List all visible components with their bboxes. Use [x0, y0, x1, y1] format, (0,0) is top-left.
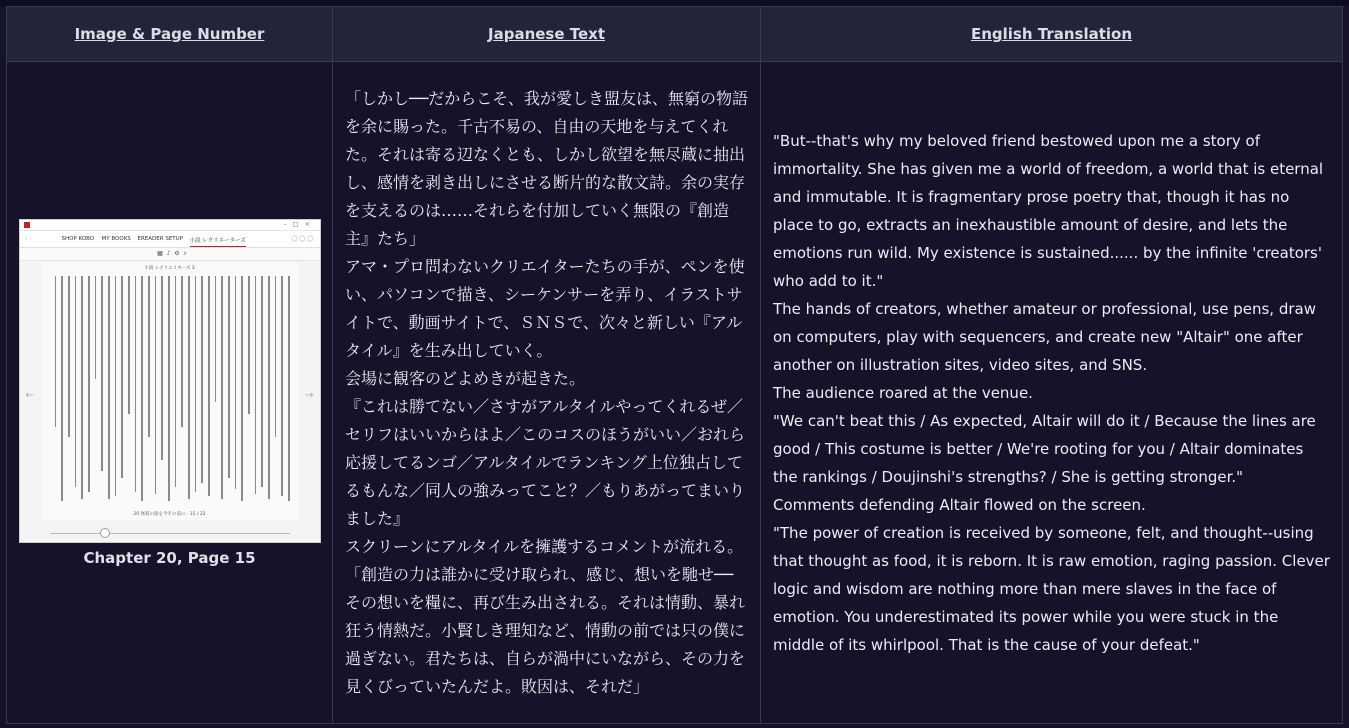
vertical-text-line — [241, 276, 242, 501]
page-slider — [50, 533, 290, 534]
vertical-text-line — [108, 276, 109, 499]
header-image-page[interactable]: Image & Page Number — [7, 7, 333, 62]
vertical-text-line — [221, 276, 222, 499]
vertical-text-line — [275, 276, 276, 437]
back-arrow-icon: ‹ › — [25, 235, 32, 242]
header-japanese-text[interactable]: Japanese Text — [333, 7, 761, 62]
vertical-text-line — [201, 276, 202, 483]
en-paragraph: "The power of creation is received by someone, felt, and thought--using that thought as food, it is reborn. It is raw emotion, raging passion. Clever logic and wisdom are nothing more than mere slaves in the face of emotion. You underestimated its power while you were stuck in the middle of its whirlpool. That is the cause of your defeat." — [773, 523, 1330, 654]
vertical-text-line — [195, 276, 196, 492]
nav-ereader-setup: EREADER SETUP — [137, 235, 183, 242]
vertical-text-line — [95, 276, 96, 380]
vertical-text-line — [208, 276, 209, 497]
vertical-text-line — [121, 276, 122, 478]
jp-paragraph: 「しかし──だからこそ、我が愛しき盟友は、無窮の物語を余に賜った。千古不易の、自由の天地を与えてくれた。それは寄る辺なくとも、しかし欲望を無尽蔵に抽出し、感情を剥き出しにさせる断片的な散文詩。余の実存を支えるのは……それらを付加していく無限の『創造主』たち」 — [345, 88, 748, 248]
nav-shop: SHOP KOBO — [61, 235, 95, 242]
vertical-text-line — [175, 276, 176, 488]
reader-page — [42, 262, 298, 520]
reader-toolbar: ▦ ♪ ⚙ ⌕ — [20, 248, 320, 261]
en-paragraph: The audience roared at the venue. — [773, 383, 1033, 402]
window-controls-icon: –□× — [283, 220, 316, 228]
translation-table — [6, 6, 1343, 724]
prev-page-icon: ← — [25, 389, 34, 401]
vertical-text-line — [88, 276, 89, 492]
vertical-text-line — [128, 276, 129, 414]
vertical-text-line — [261, 276, 262, 488]
page-slider-knob — [100, 528, 110, 538]
vertical-text-line — [68, 276, 69, 437]
reader-page-header: 小説 レクリエイターズ 3 — [144, 265, 195, 271]
vertical-text-line — [281, 276, 282, 497]
jp-paragraph: 「創造の力は誰かに受け取られ、感じ、想いを馳せ──その想いを糧に、再び生み出される。それは情動、暴れ狂う情熱だ。小賢しき理知など、情動の前では只の僕に過ぎない。君たちは、自らが渦中にいながら、その力を見くびっていたんだよ。敗因は、それだ」 — [345, 564, 746, 696]
nav-my-books: MY BOOKS — [101, 235, 131, 242]
jp-paragraph: 『これは勝てない／さすがアルタイルやってくれるぜ／セリフはいいからはよ／このコスのほうがいい／おれら応援してるンゴ／アルタイルでランキング上位独占してるもんな／同人の強みってこと？／もりあがってまいりました』 — [345, 396, 746, 528]
vertical-text-line — [55, 276, 56, 428]
vertical-text-line — [248, 276, 249, 414]
page-caption: Chapter 20, Page 15 — [83, 548, 256, 567]
vertical-text-line — [115, 276, 116, 497]
en-paragraph: The hands of creators, whether amateur or professional, use pens, draw on computers, play with sequencers, and create new "Altair" one after another on illustration sites, video sites, and SNS. — [773, 299, 1316, 374]
vertical-text-line — [268, 276, 269, 499]
next-page-icon: → — [305, 389, 314, 401]
reader-status-icons: ◯ ◯ ◯ — [291, 235, 314, 242]
vertical-text-line — [135, 276, 136, 492]
vertical-text-line — [148, 276, 149, 437]
english-text-cell — [761, 62, 1343, 724]
en-paragraph: "But--that's why my beloved friend bestowed upon me a story of immortality. She has given me a world of freedom, a world that is eternal and immutable. It is fragmentary prose poetry that, though it has no place to go, extracts an inexhaustible amount of desire, and lets the emotions run wild. My existence is sustained...... by the infinite 'creators' who add to it." — [773, 131, 1324, 290]
vertical-text-line — [188, 276, 189, 499]
vertical-text-line — [168, 276, 169, 501]
vertical-text-line — [181, 276, 182, 428]
header-row — [7, 7, 1343, 62]
vertical-text-line — [288, 276, 289, 501]
vertical-text-line — [215, 276, 216, 403]
vertical-text-line — [75, 276, 76, 488]
reader-titlebar — [20, 220, 320, 231]
page-screenshot-thumbnail[interactable] — [19, 219, 321, 543]
vertical-text-lines — [50, 276, 290, 506]
vertical-text-line — [235, 276, 236, 490]
reader-nav — [20, 231, 320, 248]
jp-paragraph: スクリーンにアルタイルを擁護するコメントが流れる。 — [345, 536, 744, 556]
vertical-text-line — [101, 276, 102, 472]
image-cell — [7, 62, 333, 724]
vertical-text-line — [155, 276, 156, 495]
vertical-text-line — [255, 276, 256, 495]
header-english-translation[interactable]: English Translation — [761, 7, 1343, 62]
vertical-text-line — [61, 276, 62, 501]
kobo-app-icon — [24, 222, 30, 228]
en-paragraph: "We can't beat this / As expected, Altair will do it / Because the lines are good / This costume is better / We're rooting for you / Altair dominates the rankings / Doujinshi's strengths? / She is getting stronger." — [773, 411, 1316, 486]
table-row — [7, 62, 1343, 724]
reader-page-footer: 20 無窮の旅を今その前に · 15 / 22 — [133, 511, 206, 517]
jp-paragraph: アマ・プロ問わないクリエイターたちの手が、ペンを使い、パソコンで描き、シーケンサーを弄り、イラストサイトで、動画サイトで、ＳＮＳで、次々と新しい『アルタイル』を生み出していく。 — [345, 256, 745, 360]
vertical-text-line — [81, 276, 82, 499]
vertical-text-line — [141, 276, 142, 501]
vertical-text-line — [161, 276, 162, 460]
japanese-text-cell — [333, 62, 761, 724]
vertical-text-line — [228, 276, 229, 478]
nav-current-book: 小説 レクリエーターズ — [190, 236, 246, 247]
jp-paragraph: 会場に観客のどよめきが起きた。 — [345, 368, 586, 388]
en-paragraph: Comments defending Altair flowed on the screen. — [773, 495, 1146, 514]
